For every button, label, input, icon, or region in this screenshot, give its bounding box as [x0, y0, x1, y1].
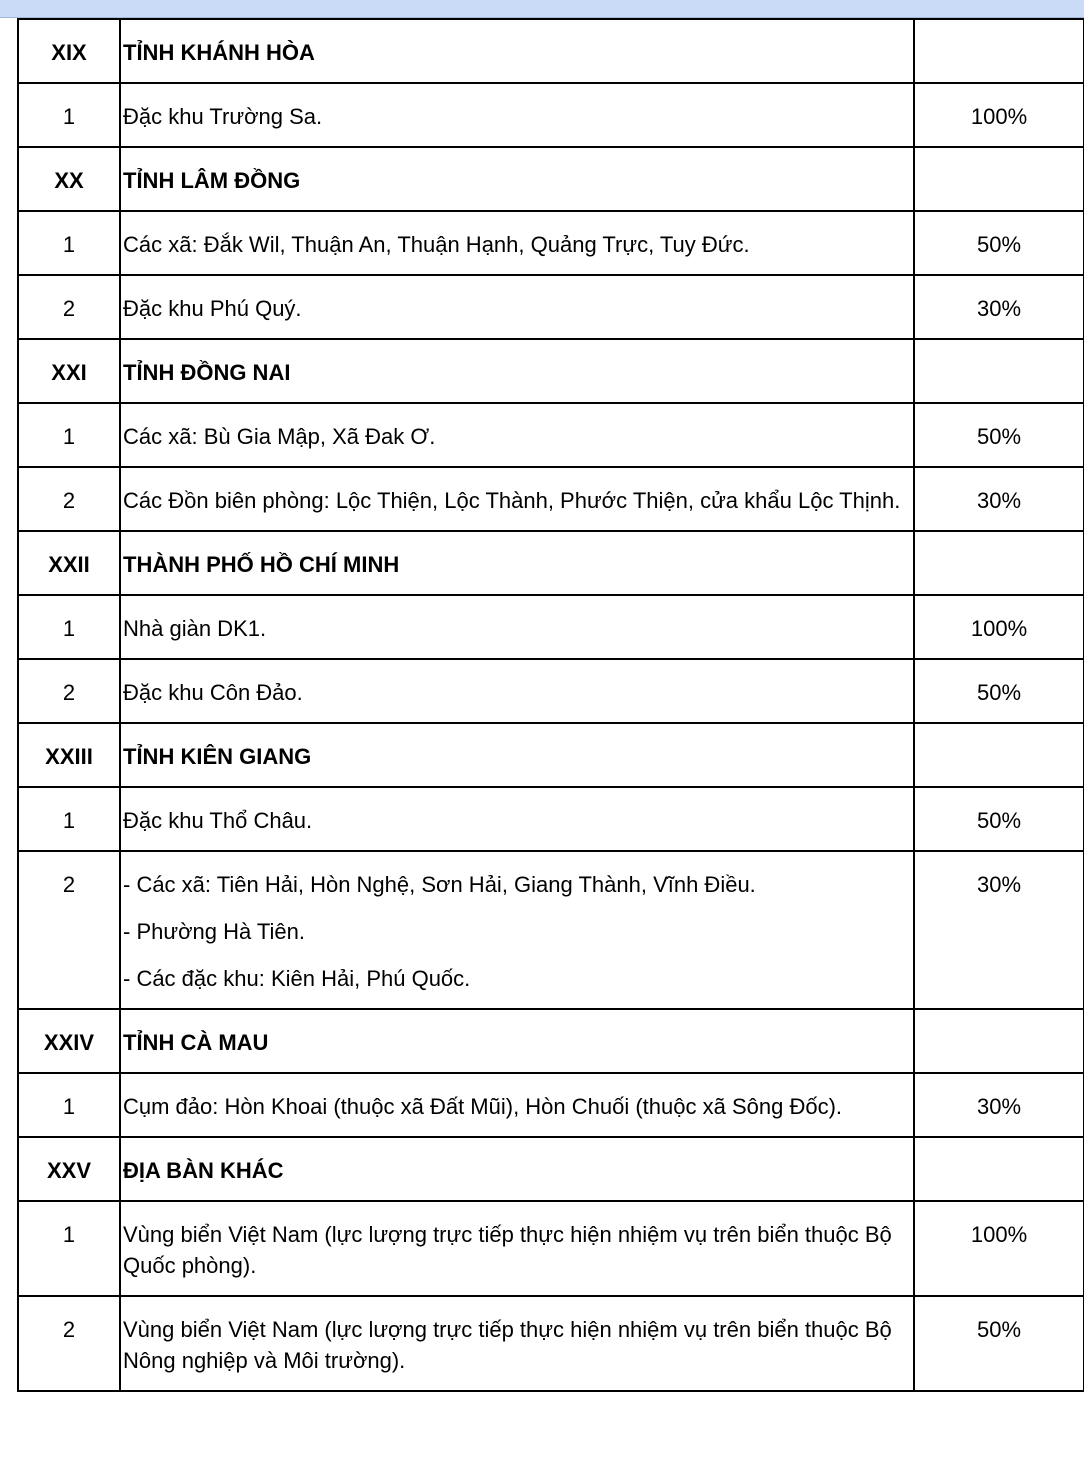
description-line: Nhà giàn DK1. — [123, 616, 267, 641]
item-percent: 100% — [914, 595, 1084, 659]
section-row — [18, 147, 1084, 211]
section-percent-cell — [914, 147, 1084, 211]
item-description — [120, 851, 914, 1009]
section-row — [18, 1137, 1084, 1201]
section-numeral: XX — [18, 147, 120, 211]
item-number: 2 — [18, 1296, 120, 1391]
section-numeral: XXIV — [18, 1009, 120, 1073]
description-line: Đặc khu Trường Sa. — [123, 104, 323, 129]
item-percent: 50% — [914, 403, 1084, 467]
description-line: Các xã: Bù Gia Mập, Xã Đak Ơ. — [123, 424, 436, 449]
item-number: 1 — [18, 595, 120, 659]
section-title: TỈNH KHÁNH HÒA — [120, 19, 914, 83]
item-percent: 50% — [914, 787, 1084, 851]
item-number: 2 — [18, 851, 120, 1009]
table-row — [18, 403, 1084, 467]
item-number: 1 — [18, 1201, 120, 1296]
table-row — [18, 851, 1084, 1009]
section-title: TỈNH LÂM ĐỒNG — [120, 147, 914, 211]
item-number: 1 — [18, 1073, 120, 1137]
section-numeral: XXV — [18, 1137, 120, 1201]
description-line: - Các xã: Tiên Hải, Hòn Nghệ, Sơn Hải, Giang Thành, Vĩnh Điều. — [123, 872, 756, 897]
description-line: Đặc khu Thổ Châu. — [123, 808, 313, 833]
item-description — [120, 275, 914, 339]
item-percent: 30% — [914, 275, 1084, 339]
description-line: - Các đặc khu: Kiên Hải, Phú Quốc. — [123, 966, 471, 991]
table-row — [18, 787, 1084, 851]
item-number: 1 — [18, 787, 120, 851]
item-number: 2 — [18, 467, 120, 531]
table-row — [18, 467, 1084, 531]
section-row — [18, 19, 1084, 83]
section-row — [18, 531, 1084, 595]
item-description — [120, 467, 914, 531]
description-line: Đặc khu Côn Đảo. — [123, 680, 303, 705]
section-numeral: XXIII — [18, 723, 120, 787]
item-number: 2 — [18, 659, 120, 723]
item-description — [120, 1201, 914, 1296]
table-row — [18, 1073, 1084, 1137]
item-number: 1 — [18, 403, 120, 467]
description-line: Vùng biển Việt Nam (lực lượng trực tiếp thực hiện nhiệm vụ trên biển thuộc Bộ Quốc phòng). — [123, 1222, 892, 1278]
item-number: 1 — [18, 83, 120, 147]
table-body — [18, 19, 1084, 1391]
item-percent: 30% — [914, 851, 1084, 1009]
description-line: Vùng biển Việt Nam (lực lượng trực tiếp thực hiện nhiệm vụ trên biển thuộc Bộ Nông nghiệp và Môi trường). — [123, 1317, 892, 1373]
description-line: Các xã: Đắk Wil, Thuận An, Thuận Hạnh, Quảng Trực, Tuy Đức. — [123, 232, 750, 257]
item-description — [120, 83, 914, 147]
table-row — [18, 595, 1084, 659]
section-row — [18, 339, 1084, 403]
item-percent: 50% — [914, 1296, 1084, 1391]
section-percent-cell — [914, 1137, 1084, 1201]
section-title: TỈNH KIÊN GIANG — [120, 723, 914, 787]
section-percent-cell — [914, 339, 1084, 403]
item-percent: 30% — [914, 467, 1084, 531]
item-percent: 100% — [914, 83, 1084, 147]
section-row — [18, 723, 1084, 787]
item-description — [120, 659, 914, 723]
section-percent-cell — [914, 531, 1084, 595]
section-title: TỈNH CÀ MAU — [120, 1009, 914, 1073]
item-number: 1 — [18, 211, 120, 275]
item-percent: 100% — [914, 1201, 1084, 1296]
table-row — [18, 83, 1084, 147]
item-description — [120, 787, 914, 851]
table-row — [18, 659, 1084, 723]
table-row — [18, 275, 1084, 339]
item-description — [120, 1296, 914, 1391]
top-window-bar — [0, 0, 1084, 18]
section-row — [18, 1009, 1084, 1073]
item-description — [120, 403, 914, 467]
table-row — [18, 211, 1084, 275]
section-title: TỈNH ĐỒNG NAI — [120, 339, 914, 403]
section-title: ĐỊA BÀN KHÁC — [120, 1137, 914, 1201]
section-numeral: XXII — [18, 531, 120, 595]
item-number: 2 — [18, 275, 120, 339]
description-line: Cụm đảo: Hòn Khoai (thuộc xã Đất Mũi), Hòn Chuối (thuộc xã Sông Đốc). — [123, 1094, 843, 1119]
item-percent: 30% — [914, 1073, 1084, 1137]
section-percent-cell — [914, 723, 1084, 787]
table-row — [18, 1296, 1084, 1391]
regions-table — [17, 18, 1084, 1392]
item-percent: 50% — [914, 211, 1084, 275]
description-line: Các Đồn biên phòng: Lộc Thiện, Lộc Thành, Phước Thiện, cửa khẩu Lộc Thịnh. — [123, 488, 901, 513]
description-line: - Phường Hà Tiên. — [123, 919, 306, 944]
item-percent: 50% — [914, 659, 1084, 723]
section-percent-cell — [914, 19, 1084, 83]
section-numeral: XXI — [18, 339, 120, 403]
section-numeral: XIX — [18, 19, 120, 83]
table-row — [18, 1201, 1084, 1296]
section-title: THÀNH PHỐ HỒ CHÍ MINH — [120, 531, 914, 595]
item-description — [120, 595, 914, 659]
section-percent-cell — [914, 1009, 1084, 1073]
item-description — [120, 1073, 914, 1137]
description-line: Đặc khu Phú Quý. — [123, 296, 302, 321]
item-description — [120, 211, 914, 275]
